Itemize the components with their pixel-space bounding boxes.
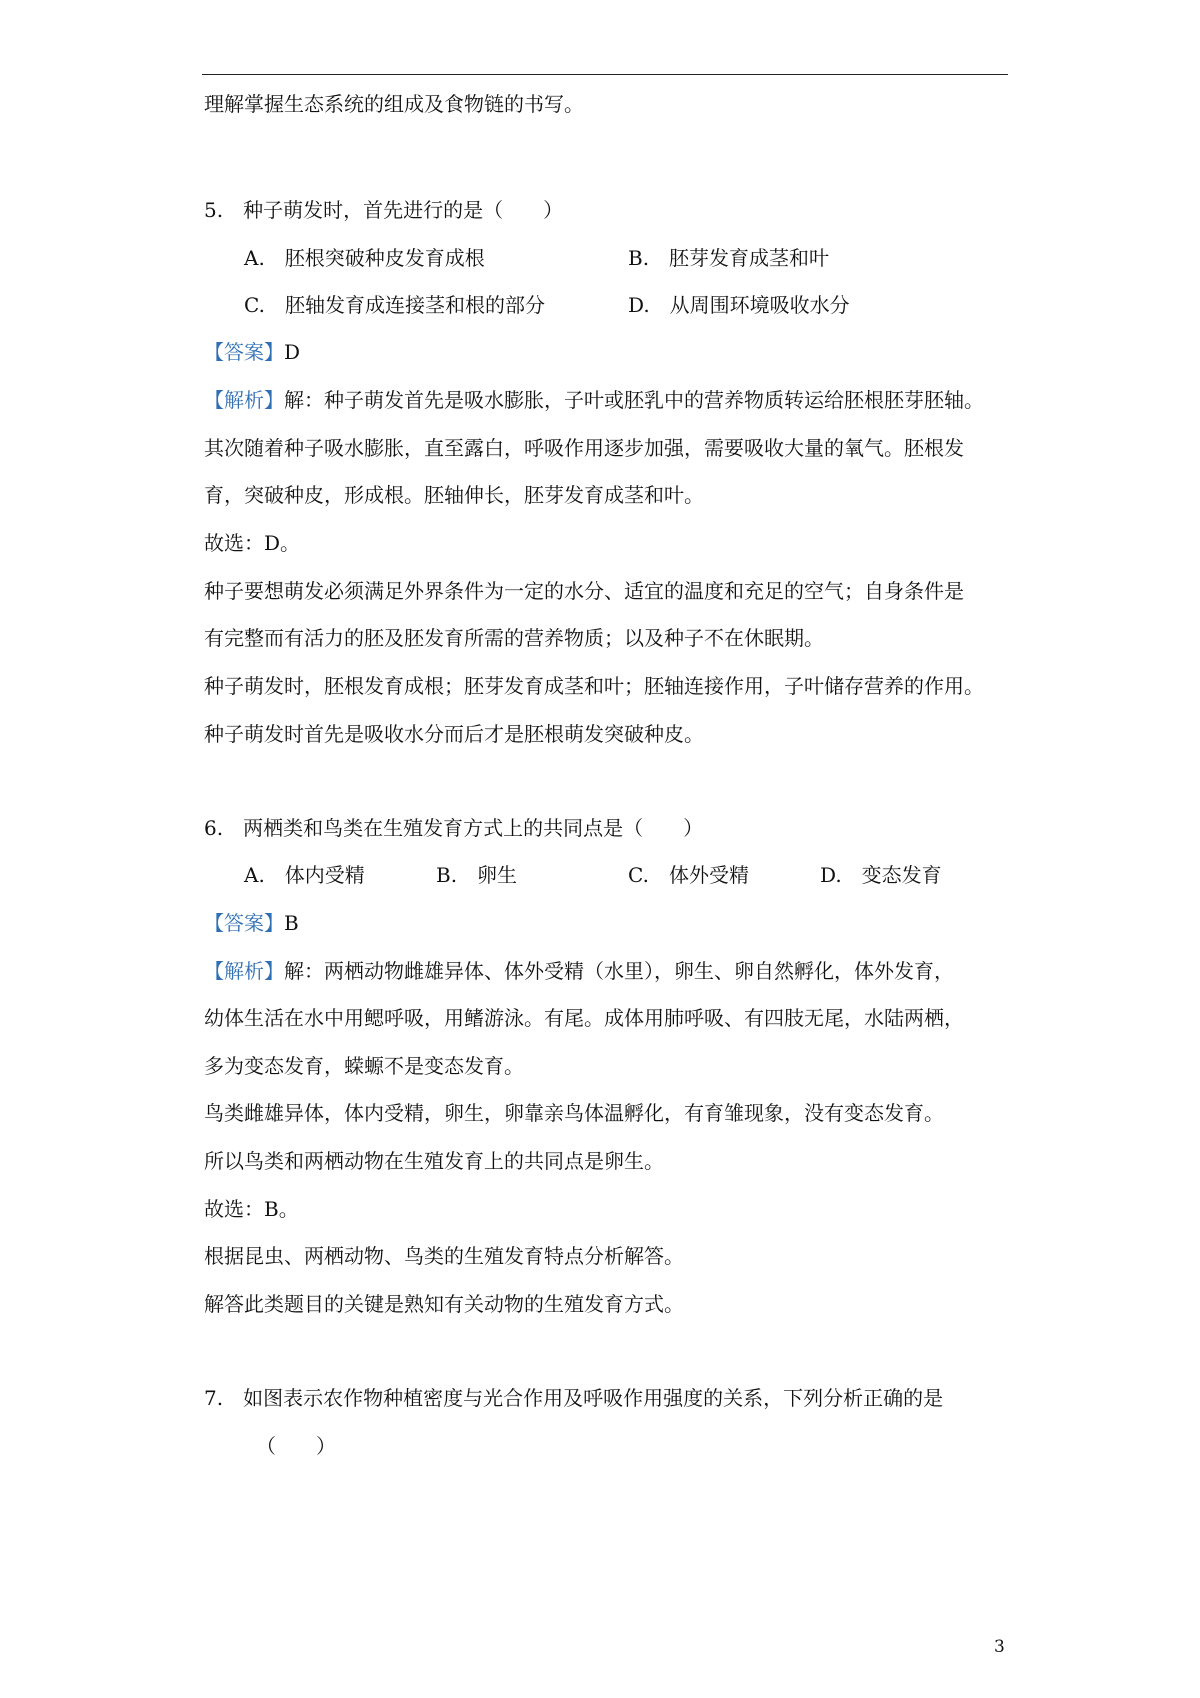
carry-over-text: 理解掌握生态系统的组成及食物链的书写。 xyxy=(204,92,584,116)
q6-option-c: C. 体外受精 xyxy=(628,863,749,887)
q6-answer-label: 【答案】 xyxy=(204,911,284,935)
q6-analysis-line-1: 【解析】解：两栖动物雌雄异体、体外受精（水里），卵生、卵自然孵化，体外发育， xyxy=(204,959,954,983)
q7-stem-continuation: （ ） xyxy=(256,1434,336,1458)
page-number: 3 xyxy=(994,1637,1005,1657)
q5-answer-value: D xyxy=(284,340,301,364)
q6-answer xyxy=(204,909,299,937)
q6-option-b: B. 卵生 xyxy=(436,863,518,887)
q5-analysis-line-4: 故选：D。 xyxy=(204,531,301,555)
header-rule xyxy=(202,74,1008,75)
q5-analysis-line-3: 育，突破种皮，形成根。胚轴伸长，胚芽发育成茎和叶。 xyxy=(204,483,704,507)
q5-option-c: C. 胚轴发育成连接茎和根的部分 xyxy=(244,293,545,317)
q6-option-a: A. 体内受精 xyxy=(244,863,365,887)
q6-analysis-label: 【解析】 xyxy=(204,959,284,983)
q6-analysis-line-8: 解答此类题目的关键是熟知有关动物的生殖发育方式。 xyxy=(204,1292,684,1316)
q6-analysis-line-4: 鸟类雌雄异体，体内受精，卵生，卵靠亲鸟体温孵化，有育雏现象，没有变态发育。 xyxy=(204,1101,944,1125)
q5-analysis-line-7: 种子萌发时，胚根发育成根；胚芽发育成茎和叶；胚轴连接作用，子叶储存营养的作用。 xyxy=(204,674,984,698)
q5-analysis-label: 【解析】 xyxy=(204,388,284,412)
q6-analysis-line-5: 所以鸟类和两栖动物在生殖发育上的共同点是卵生。 xyxy=(204,1149,664,1173)
q5-answer-label: 【答案】 xyxy=(204,340,284,364)
q6-analysis-line-7: 根据昆虫、两栖动物、鸟类的生殖发育特点分析解答。 xyxy=(204,1244,684,1268)
q5-option-a: A. 胚根突破种皮发育成根 xyxy=(244,246,485,270)
q5-option-b: B. 胚芽发育成茎和叶 xyxy=(628,246,830,270)
q5-answer xyxy=(204,338,300,366)
q6-option-d: D. 变态发育 xyxy=(820,863,942,887)
q5-analysis-line-1: 【解析】解：种子萌发首先是吸水膨胀，子叶或胚乳中的营养物质转运给胚根胚芽胚轴。 xyxy=(204,388,984,412)
q6-analysis-line-6: 故选：B。 xyxy=(204,1197,299,1221)
q6-analysis-line-3: 多为变态发育，蝾螈不是变态发育。 xyxy=(204,1054,524,1078)
q5-option-d: D. 从周围环境吸收水分 xyxy=(628,293,850,317)
q7-stem: 7. 如图表示农作物种植密度与光合作用及呼吸作用强度的关系，下列分析正确的是 xyxy=(204,1386,944,1410)
q6-analysis-line-2: 幼体生活在水中用鳃呼吸，用鳍游泳。有尾。成体用肺呼吸、有四肢无尾，水陆两栖， xyxy=(204,1006,964,1030)
q5-analysis-line-5: 种子要想萌发必须满足外界条件为一定的水分、适宜的温度和充足的空气；自身条件是 xyxy=(204,579,964,603)
q5-analysis-line-8: 种子萌发时首先是吸收水分而后才是胚根萌发突破种皮。 xyxy=(204,722,704,746)
q5-analysis-line-2: 其次随着种子吸水膨胀，直至露白，呼吸作用逐步加强，需要吸收大量的氧气。胚根发 xyxy=(204,436,964,460)
q5-analysis-line-6: 有完整而有活力的胚及胚发育所需的营养物质；以及种子不在休眠期。 xyxy=(204,626,824,650)
q5-stem: 5. 种子萌发时，首先进行的是（ ） xyxy=(204,198,564,222)
q6-answer-value: B xyxy=(284,911,299,935)
q6-stem: 6. 两栖类和鸟类在生殖发育方式上的共同点是（ ） xyxy=(204,816,704,840)
